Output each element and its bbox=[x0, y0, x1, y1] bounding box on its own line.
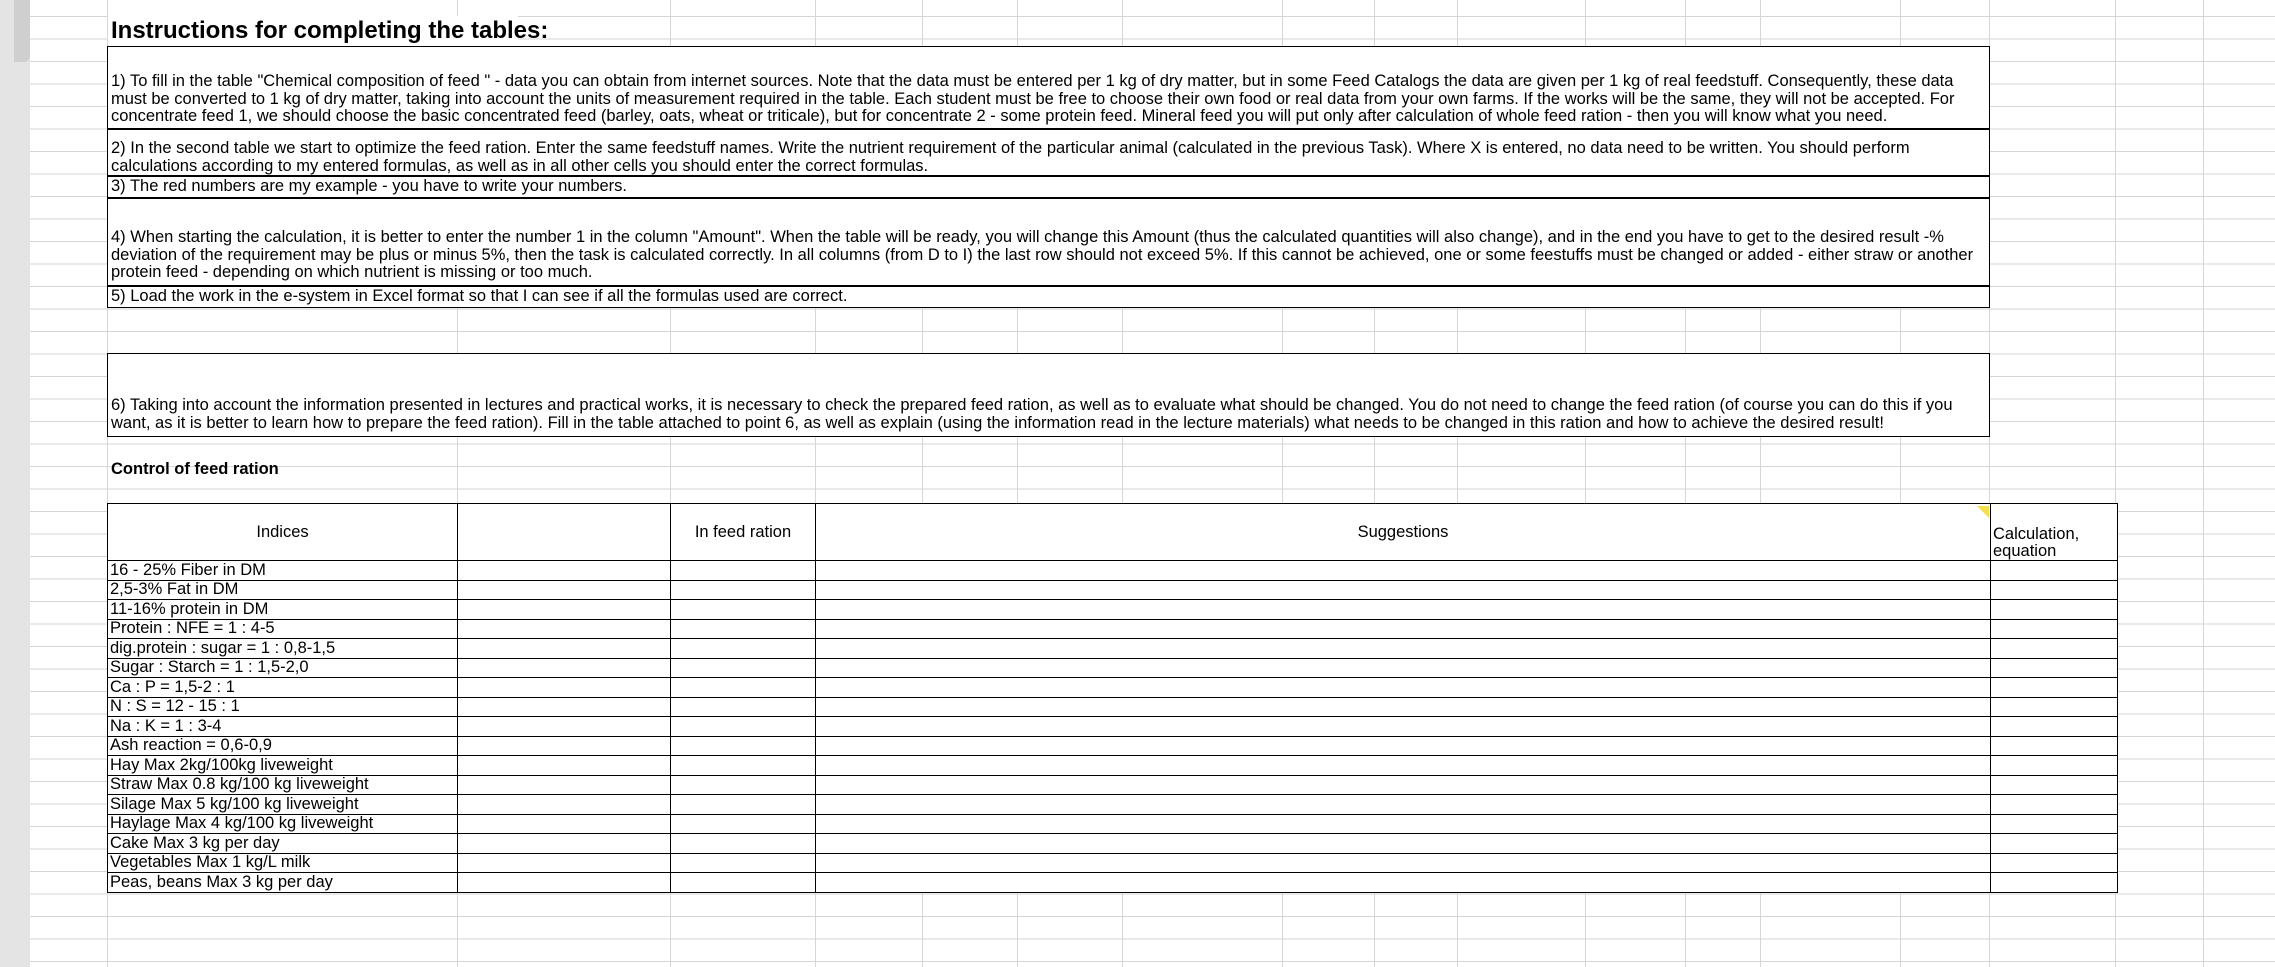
control-header-row bbox=[108, 504, 2118, 561]
suggestion-cell[interactable] bbox=[816, 795, 1991, 815]
blank-cell[interactable] bbox=[458, 580, 671, 600]
calculation-cell[interactable] bbox=[1991, 619, 2118, 639]
table-row bbox=[108, 853, 2118, 873]
blank-cell[interactable] bbox=[458, 756, 671, 776]
table-row bbox=[108, 834, 2118, 854]
table-row bbox=[108, 697, 2118, 717]
instructions-title: Instructions for completing the tables: bbox=[111, 17, 549, 44]
calculation-cell[interactable] bbox=[1991, 853, 2118, 873]
calculation-cell[interactable] bbox=[1991, 678, 2118, 698]
calculation-cell[interactable] bbox=[1991, 580, 2118, 600]
table-row bbox=[108, 873, 2118, 893]
blank-cell[interactable] bbox=[458, 658, 671, 678]
index-cell[interactable]: Peas, beans Max 3 kg per day bbox=[108, 873, 458, 893]
in-ration-cell[interactable] bbox=[671, 873, 816, 893]
suggestion-cell[interactable] bbox=[816, 834, 1991, 854]
blank-cell[interactable] bbox=[458, 795, 671, 815]
index-cell[interactable]: Ash reaction = 0,6-0,9 bbox=[108, 736, 458, 756]
in-ration-cell[interactable] bbox=[671, 775, 816, 795]
control-heading: Control of feed ration bbox=[111, 460, 279, 478]
in-ration-cell[interactable] bbox=[671, 600, 816, 620]
suggestion-cell[interactable] bbox=[816, 697, 1991, 717]
index-cell[interactable]: Haylage Max 4 kg/100 kg liveweight bbox=[108, 814, 458, 834]
blank-cell[interactable] bbox=[458, 697, 671, 717]
calculation-cell[interactable] bbox=[1991, 717, 2118, 737]
calculation-cell[interactable] bbox=[1991, 756, 2118, 776]
index-cell[interactable]: 2,5-3% Fat in DM bbox=[108, 580, 458, 600]
col-header-calculation[interactable]: Calculation, equation bbox=[1991, 504, 2118, 561]
table-row bbox=[108, 600, 2118, 620]
blank-cell[interactable] bbox=[458, 834, 671, 854]
gridline bbox=[2203, 0, 2204, 967]
instruction-1[interactable]: 1) To fill in the table "Chemical composition of feed " - data you can obtain from internet sources. Note that the data must be entered per 1 kg of dry matter, but in some Feed Catalogs the data are given per 1 kg of real feedstuff. Consequently, these data must be converted to 1 kg of dry matter, taking into account the units of measurement required in the table. Each student must be free to choose their own food or real data from your own farms. If the works will be the same, they will not be accepted. For concentrate feed 1, we should choose the basic concentrated feed (barley, oats, wheat or triticale), but for concentrate 2 - some protein feed. Mineral feed you will put only after calculation of whole feed ration - then you will know what you need. bbox=[107, 46, 1990, 129]
index-cell[interactable]: Silage Max 5 kg/100 kg liveweight bbox=[108, 795, 458, 815]
table-row bbox=[108, 717, 2118, 737]
blank-cell[interactable] bbox=[458, 873, 671, 893]
in-ration-cell[interactable] bbox=[671, 853, 816, 873]
index-cell[interactable]: Vegetables Max 1 kg/L milk bbox=[108, 853, 458, 873]
instruction-3[interactable]: 3) The red numbers are my example - you have to write your numbers. bbox=[107, 176, 1990, 198]
table-row bbox=[108, 678, 2118, 698]
suggestion-cell[interactable] bbox=[816, 580, 1991, 600]
table-row bbox=[108, 736, 2118, 756]
suggestion-cell[interactable] bbox=[816, 678, 1991, 698]
suggestion-cell[interactable] bbox=[816, 639, 1991, 659]
suggestion-cell[interactable] bbox=[816, 873, 1991, 893]
suggestion-cell[interactable] bbox=[816, 814, 1991, 834]
table-row bbox=[108, 795, 2118, 815]
suggestion-cell[interactable] bbox=[816, 717, 1991, 737]
suggestion-cell[interactable] bbox=[816, 658, 1991, 678]
blank-cell[interactable] bbox=[458, 619, 671, 639]
blank-cell[interactable] bbox=[458, 736, 671, 756]
in-ration-cell[interactable] bbox=[671, 736, 816, 756]
col-header-in-ration[interactable]: In feed ration bbox=[671, 504, 816, 561]
calculation-cell[interactable] bbox=[1991, 600, 2118, 620]
index-cell[interactable]: dig.protein : sugar = 1 : 0,8-1,5 bbox=[108, 639, 458, 659]
left-panel-edge bbox=[0, 0, 30, 967]
index-cell[interactable]: Straw Max 0.8 kg/100 kg liveweight bbox=[108, 775, 458, 795]
suggestion-cell[interactable] bbox=[816, 756, 1991, 776]
calculation-cell[interactable] bbox=[1991, 658, 2118, 678]
index-cell[interactable]: Cake Max 3 kg per day bbox=[108, 834, 458, 854]
calculation-cell[interactable] bbox=[1991, 639, 2118, 659]
suggestion-cell[interactable] bbox=[816, 619, 1991, 639]
in-ration-cell[interactable] bbox=[671, 697, 816, 717]
index-cell[interactable]: N : S = 12 - 15 : 1 bbox=[108, 697, 458, 717]
index-cell[interactable]: Ca : P = 1,5-2 : 1 bbox=[108, 678, 458, 698]
index-cell[interactable]: Protein : NFE = 1 : 4-5 bbox=[108, 619, 458, 639]
in-ration-cell[interactable] bbox=[671, 619, 816, 639]
comment-indicator-icon[interactable] bbox=[1977, 506, 1989, 518]
in-ration-cell[interactable] bbox=[671, 795, 816, 815]
col-header-indices[interactable]: Indices bbox=[108, 504, 458, 561]
in-ration-cell[interactable] bbox=[671, 814, 816, 834]
calculation-cell[interactable] bbox=[1991, 795, 2118, 815]
instruction-6[interactable]: 6) Taking into account the information presented in lectures and practical works, it is necessary to check the prepared feed ration, as well as to evaluate what should be changed. You do not need to change the feed ration (of course you can do this if you want, as it is better to learn how to prepare the feed ration). Fill in the table attached to point 6, as well as explain (using the information read in the lecture materials) what needs to be changed in this ration and how to achieve the desired result! bbox=[107, 353, 1990, 437]
table-row bbox=[108, 619, 2118, 639]
table-row bbox=[108, 639, 2118, 659]
blank-cell[interactable] bbox=[458, 717, 671, 737]
blank-cell[interactable] bbox=[458, 561, 671, 581]
in-ration-cell[interactable] bbox=[671, 756, 816, 776]
instruction-5[interactable]: 5) Load the work in the e-system in Excel format so that I can see if all the formulas used are correct. bbox=[107, 286, 1990, 308]
table-row bbox=[108, 580, 2118, 600]
table-row bbox=[108, 775, 2118, 795]
index-cell[interactable]: 11-16% protein in DM bbox=[108, 600, 458, 620]
blank-cell[interactable] bbox=[458, 600, 671, 620]
table-row bbox=[108, 658, 2118, 678]
suggestion-cell[interactable] bbox=[816, 853, 1991, 873]
suggestion-cell[interactable] bbox=[816, 736, 1991, 756]
index-cell[interactable]: Hay Max 2kg/100kg liveweight bbox=[108, 756, 458, 776]
index-cell[interactable]: Sugar : Starch = 1 : 1,5-2,0 bbox=[108, 658, 458, 678]
in-ration-cell[interactable] bbox=[671, 561, 816, 581]
suggestion-cell[interactable] bbox=[816, 775, 1991, 795]
control-table bbox=[107, 503, 2118, 893]
col-header-suggestions[interactable]: Suggestions bbox=[816, 504, 1991, 561]
blank-cell[interactable] bbox=[458, 678, 671, 698]
blank-cell[interactable] bbox=[458, 639, 671, 659]
calculation-cell[interactable] bbox=[1991, 736, 2118, 756]
table-row bbox=[108, 561, 2118, 581]
instruction-2[interactable]: 2) In the second table we start to optimize the feed ration. Enter the same feedstuff names. Write the nutrient requirement of the particular animal (calculated in the previous Task). Where X is entered, no data need to be written. You should perform calculations according to my entered formulas, as well as in all other cells you should enter the correct formulas. bbox=[107, 129, 1990, 176]
table-row bbox=[108, 814, 2118, 834]
calculation-cell[interactable] bbox=[1991, 561, 2118, 581]
index-cell[interactable]: 16 - 25% Fiber in DM bbox=[108, 561, 458, 581]
col-header-blank[interactable] bbox=[458, 504, 671, 561]
in-ration-cell[interactable] bbox=[671, 658, 816, 678]
suggestion-cell[interactable] bbox=[816, 561, 1991, 581]
suggestion-cell[interactable] bbox=[816, 600, 1991, 620]
calculation-cell[interactable] bbox=[1991, 834, 2118, 854]
calculation-cell[interactable] bbox=[1991, 775, 2118, 795]
blank-cell[interactable] bbox=[458, 853, 671, 873]
in-ration-cell[interactable] bbox=[671, 834, 816, 854]
blank-cell[interactable] bbox=[458, 814, 671, 834]
in-ration-cell[interactable] bbox=[671, 639, 816, 659]
calculation-cell[interactable] bbox=[1991, 873, 2118, 893]
panel-tab[interactable] bbox=[14, 0, 30, 62]
table-row bbox=[108, 756, 2118, 776]
calculation-cell[interactable] bbox=[1991, 814, 2118, 834]
in-ration-cell[interactable] bbox=[671, 678, 816, 698]
in-ration-cell[interactable] bbox=[671, 580, 816, 600]
instruction-4[interactable]: 4) When starting the calculation, it is better to enter the number 1 in the column "Amount". When the table will be ready, you will change this Amount (thus the calculated quantities will also change), and in the end you have to get to the desired result -% deviation of the requirement may be plus or minus 5%, then the task is calculated correctly. In all columns (from D to I) the last row should not exceed 5%. If this cannot be achieved, one or some feestuffs must be changed or added - either straw or another protein feed - depending on which nutrient is missing or too much. bbox=[107, 198, 1990, 286]
blank-cell[interactable] bbox=[458, 775, 671, 795]
in-ration-cell[interactable] bbox=[671, 717, 816, 737]
index-cell[interactable]: Na : K = 1 : 3-4 bbox=[108, 717, 458, 737]
calculation-cell[interactable] bbox=[1991, 697, 2118, 717]
